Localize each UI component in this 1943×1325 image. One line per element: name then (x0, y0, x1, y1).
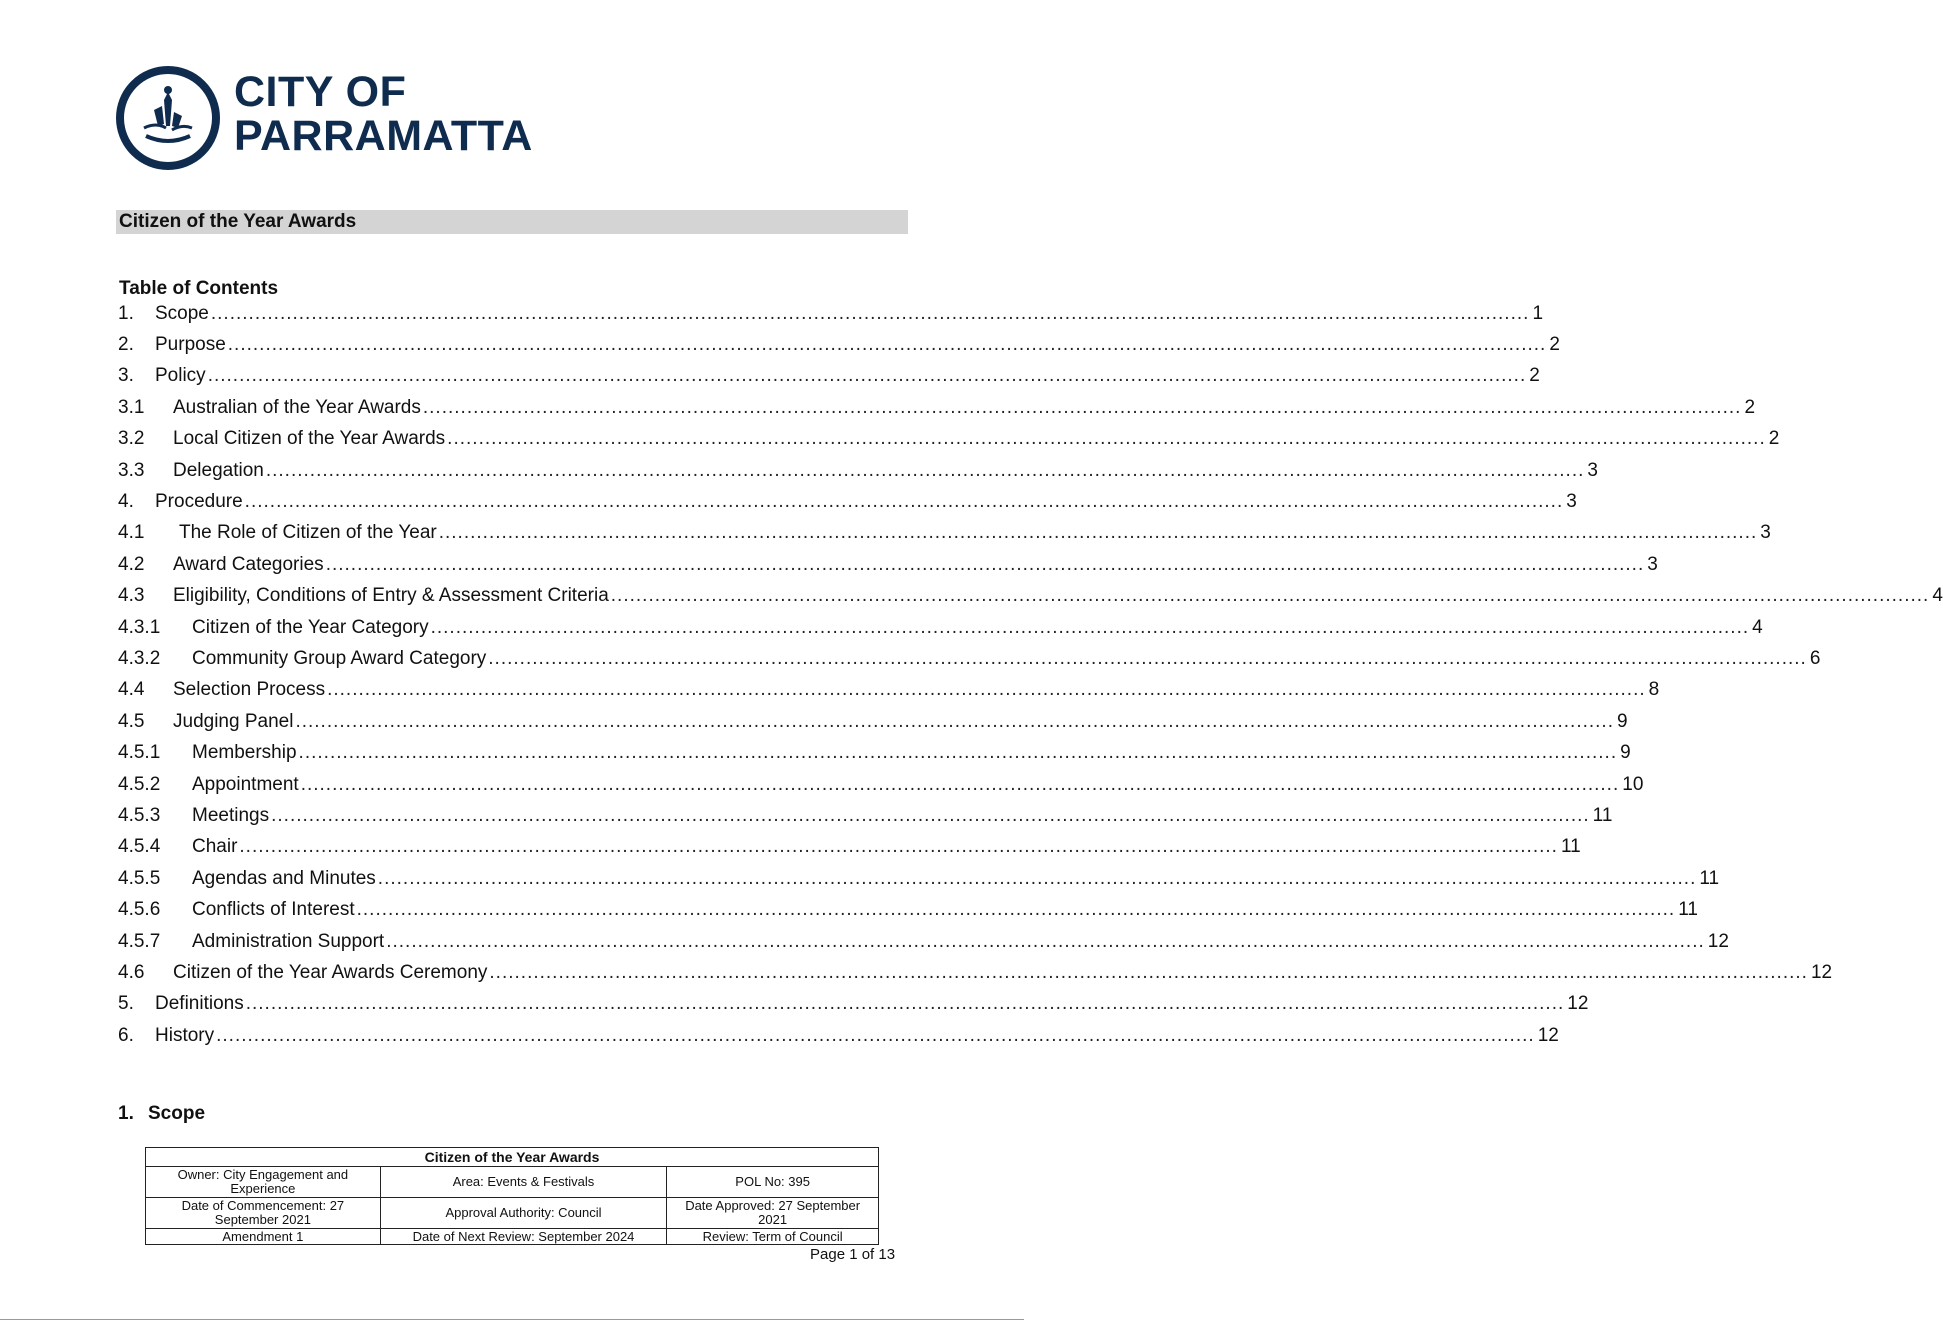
toc-dot-leader: .................................................................................................................................................................................................................. (610, 585, 1930, 607)
toc-entry-number: 1. (118, 302, 134, 324)
toc-entry-number: 6. (118, 1024, 134, 1046)
toc-dot-leader: .................................................................................................................................................................................................................. (447, 428, 1766, 450)
toc-entry-title: Australian of the Year Awards (173, 396, 421, 418)
toc-entry-number: 4.5.4 (118, 836, 161, 858)
toc-entry-number: 4.5.7 (118, 930, 161, 952)
toc-entry-number: 4.3 (118, 585, 145, 607)
toc-dot-leader: .................................................................................................................................................................................................................. (207, 365, 1527, 387)
toc-entry[interactable] (118, 989, 1589, 1020)
toc-entry-number: 4.3.1 (118, 616, 161, 638)
city-seal-icon (116, 66, 220, 170)
toc-entry[interactable] (118, 486, 1577, 517)
toc-entry-page: 11 (1592, 804, 1613, 826)
toc-entry-page: 12 (1537, 1024, 1559, 1046)
toc-entry[interactable] (118, 769, 1644, 800)
page-number: Page 1 of 13 (810, 1246, 896, 1263)
toc-entry-page: 3 (1587, 459, 1598, 481)
toc-entry[interactable] (118, 832, 1581, 863)
toc-entry[interactable] (118, 957, 1833, 988)
toc-entry-page: 2 (1529, 365, 1540, 387)
table-row (146, 1229, 879, 1245)
toc-entry-number: 4. (118, 491, 134, 513)
toc-entry-title: History (155, 1024, 215, 1046)
toc-dot-leader: .................................................................................................................................................................................................................. (271, 804, 1590, 826)
logo-line-1: CITY OF (234, 68, 407, 116)
toc-entry-page: 9 (1617, 710, 1628, 732)
toc-entry-title: Citizen of the Year Awards Ceremony (173, 961, 488, 983)
toc-dot-leader: .................................................................................................................................................................................................................. (265, 459, 1585, 481)
toc-entry-page: 12 (1707, 930, 1729, 952)
page-bottom-rule (0, 1319, 1024, 1320)
table-cell: Date of Next Review: September 2024 (380, 1229, 667, 1245)
toc-entry-title: Local Citizen of the Year Awards (173, 428, 446, 450)
toc-entry-number: 4.5.5 (118, 867, 161, 889)
toc-dot-leader: .................................................................................................................................................................................................................. (295, 710, 1614, 732)
toc-entry[interactable] (118, 361, 1540, 392)
toc-entry-page: 9 (1620, 742, 1631, 764)
toc-entry-page: 1 (1532, 302, 1544, 324)
toc-dot-leader: .................................................................................................................................................................................................................. (216, 1024, 1535, 1046)
toc-entry-page: 2 (1744, 396, 1756, 418)
toc-entry-page: 12 (1810, 961, 1833, 983)
toc-entry-number: 5. (118, 993, 134, 1015)
toc-entry-page: 4 (1932, 585, 1943, 607)
toc-entry-title: Delegation (173, 459, 264, 481)
logo-line-2: PARRAMATTA (234, 112, 533, 160)
toc-dot-leader: .................................................................................................................................................................................................................. (325, 553, 1645, 575)
table-cell: Date of Commencement: 27 September 2021 (146, 1198, 381, 1229)
table-cell: Owner: City Engagement and Experience (146, 1167, 381, 1198)
toc-dot-leader: .................................................................................................................................................................................................................. (438, 522, 1758, 544)
toc-entry-title: Selection Process (173, 679, 326, 701)
toc-dot-leader: .................................................................................................................................................................................................................. (356, 899, 1676, 921)
toc-entry-number: 3.3 (118, 459, 145, 481)
toc-heading: Table of Contents (119, 278, 279, 299)
toc-entry-page: 3 (1647, 553, 1658, 575)
toc-entry-title: Definitions (155, 993, 244, 1015)
logo-wordmark (234, 70, 533, 158)
toc-dot-leader: .................................................................................................................................................................................................................. (227, 334, 1547, 356)
toc-entry-page: 2 (1549, 334, 1560, 356)
toc-entry-title: Appointment (192, 773, 299, 795)
toc-dot-leader: .................................................................................................................................................................................................................. (488, 647, 1807, 669)
table-header: Citizen of the Year Awards (146, 1148, 879, 1167)
toc-entry-title: Citizen of the Year Category (192, 616, 429, 638)
toc-entry-number: 4.5 (118, 710, 145, 732)
toc-entry-page: 4 (1752, 616, 1763, 638)
section-number: 1. (118, 1103, 134, 1124)
toc-entry-number: 4.6 (118, 961, 145, 983)
toc-entry-number: 4.5.6 (118, 899, 161, 921)
toc-entry-page: 11 (1560, 836, 1581, 858)
toc-entry[interactable] (118, 455, 1598, 486)
toc-entry-page: 3 (1566, 491, 1577, 513)
toc-entry-title: Judging Panel (173, 710, 294, 732)
table-row (146, 1198, 879, 1229)
toc-entry-title: Agendas and Minutes (192, 867, 376, 889)
toc-entry[interactable] (118, 800, 1613, 831)
toc-entry[interactable] (118, 329, 1560, 360)
table-row (146, 1167, 879, 1198)
table-cell: Review: Term of Council (667, 1229, 879, 1245)
toc-dot-leader: .................................................................................................................................................................................................................. (245, 993, 1565, 1015)
toc-entry-title: Administration Support (192, 930, 385, 952)
toc-entry[interactable] (118, 706, 1628, 737)
toc-entry-title: Purpose (155, 334, 226, 356)
table-cell: Approval Authority: Council (380, 1198, 667, 1229)
toc-entry-page: 3 (1760, 522, 1771, 544)
toc-entry-page: 11 (1678, 899, 1698, 921)
toc-entry-number: 4.5.3 (118, 804, 161, 826)
toc-entry-number: 4.4 (118, 679, 145, 701)
city-logo (116, 66, 556, 170)
toc-entry[interactable] (118, 392, 1756, 423)
toc-entry-number: 3. (118, 365, 134, 387)
toc-entry[interactable] (118, 612, 1763, 643)
toc-entry-title: Procedure (155, 491, 243, 513)
toc-entry-title: Scope (155, 302, 209, 324)
toc-entry-number: 2. (118, 334, 134, 356)
toc-entry[interactable] (118, 643, 1821, 674)
toc-dot-leader: .................................................................................................................................................................................................................. (300, 773, 1620, 795)
toc-entry-title: Award Categories (173, 553, 324, 575)
document-title-bar (116, 210, 908, 234)
toc-dot-leader: .................................................................................................................................................................................................................. (489, 961, 1808, 983)
toc-entry-title: Community Group Award Category (192, 647, 487, 669)
toc-entry[interactable] (118, 1020, 1559, 1051)
toc-entry[interactable] (118, 675, 1660, 706)
toc-entry[interactable] (118, 298, 1544, 329)
toc-entry[interactable] (118, 518, 1771, 549)
table-header-row (146, 1148, 879, 1167)
toc-dot-leader: .................................................................................................................................................................................................................. (239, 836, 1558, 858)
toc-entry[interactable] (118, 424, 1780, 455)
toc-entry-title: The Role of Citizen of the Year (179, 522, 437, 544)
table-of-contents (118, 298, 1943, 1051)
toc-entry-number: 3.1 (118, 396, 145, 418)
toc-dot-leader: .................................................................................................................................................................................................................. (386, 930, 1705, 952)
toc-entry-number: 3.2 (118, 428, 145, 450)
section-heading-scope (118, 1102, 205, 1126)
toc-entry-number: 4.1 (118, 522, 145, 544)
toc-dot-leader: .................................................................................................................................................................................................................. (327, 679, 1646, 701)
toc-dot-leader: .................................................................................................................................................................................................................. (244, 491, 1564, 513)
toc-entry[interactable] (118, 926, 1729, 957)
toc-entry[interactable] (118, 737, 1631, 768)
toc-entry[interactable] (118, 894, 1698, 925)
toc-entry-page: 8 (1648, 679, 1660, 701)
toc-entry-title: Membership (192, 742, 297, 764)
table-cell: POL No: 395 (667, 1167, 879, 1198)
toc-entry-number: 4.5.2 (118, 773, 161, 795)
toc-entry[interactable] (118, 863, 1720, 894)
table-cell: Amendment 1 (146, 1229, 381, 1245)
toc-entry-number: 4.3.2 (118, 647, 161, 669)
toc-dot-leader: .................................................................................................................................................................................................................. (377, 867, 1697, 889)
toc-entry-title: Meetings (192, 804, 270, 826)
toc-entry-title: Chair (192, 836, 238, 858)
document-info-table (145, 1147, 879, 1245)
toc-dot-leader: .................................................................................................................................................................................................................. (298, 742, 1618, 764)
toc-entry-page: 6 (1809, 647, 1821, 669)
toc-entry[interactable] (118, 549, 1658, 580)
section-title: Scope (148, 1103, 206, 1124)
document-title: Citizen of the Year Awards (119, 211, 357, 232)
toc-entry-page: 2 (1768, 428, 1780, 450)
toc-entry-page: 10 (1622, 773, 1644, 795)
table-cell: Date Approved: 27 September 2021 (667, 1198, 879, 1229)
toc-dot-leader: .................................................................................................................................................................................................................. (430, 616, 1750, 638)
table-cell: Area: Events & Festivals (380, 1167, 667, 1198)
toc-entry-number: 4.2 (118, 553, 145, 575)
toc-entry-title: Eligibility, Conditions of Entry & Assessment Criteria (173, 585, 609, 607)
toc-entry[interactable] (118, 581, 1943, 612)
toc-dot-leader: .................................................................................................................................................................................................................. (422, 396, 1742, 418)
toc-dot-leader: .................................................................................................................................................................................................................. (210, 302, 1530, 324)
toc-entry-number: 4.5.1 (118, 742, 161, 764)
toc-entry-page: 11 (1699, 867, 1720, 889)
toc-entry-title: Policy (155, 365, 206, 387)
toc-entry-title: Conflicts of Interest (192, 899, 355, 921)
toc-entry-page: 12 (1567, 993, 1589, 1015)
